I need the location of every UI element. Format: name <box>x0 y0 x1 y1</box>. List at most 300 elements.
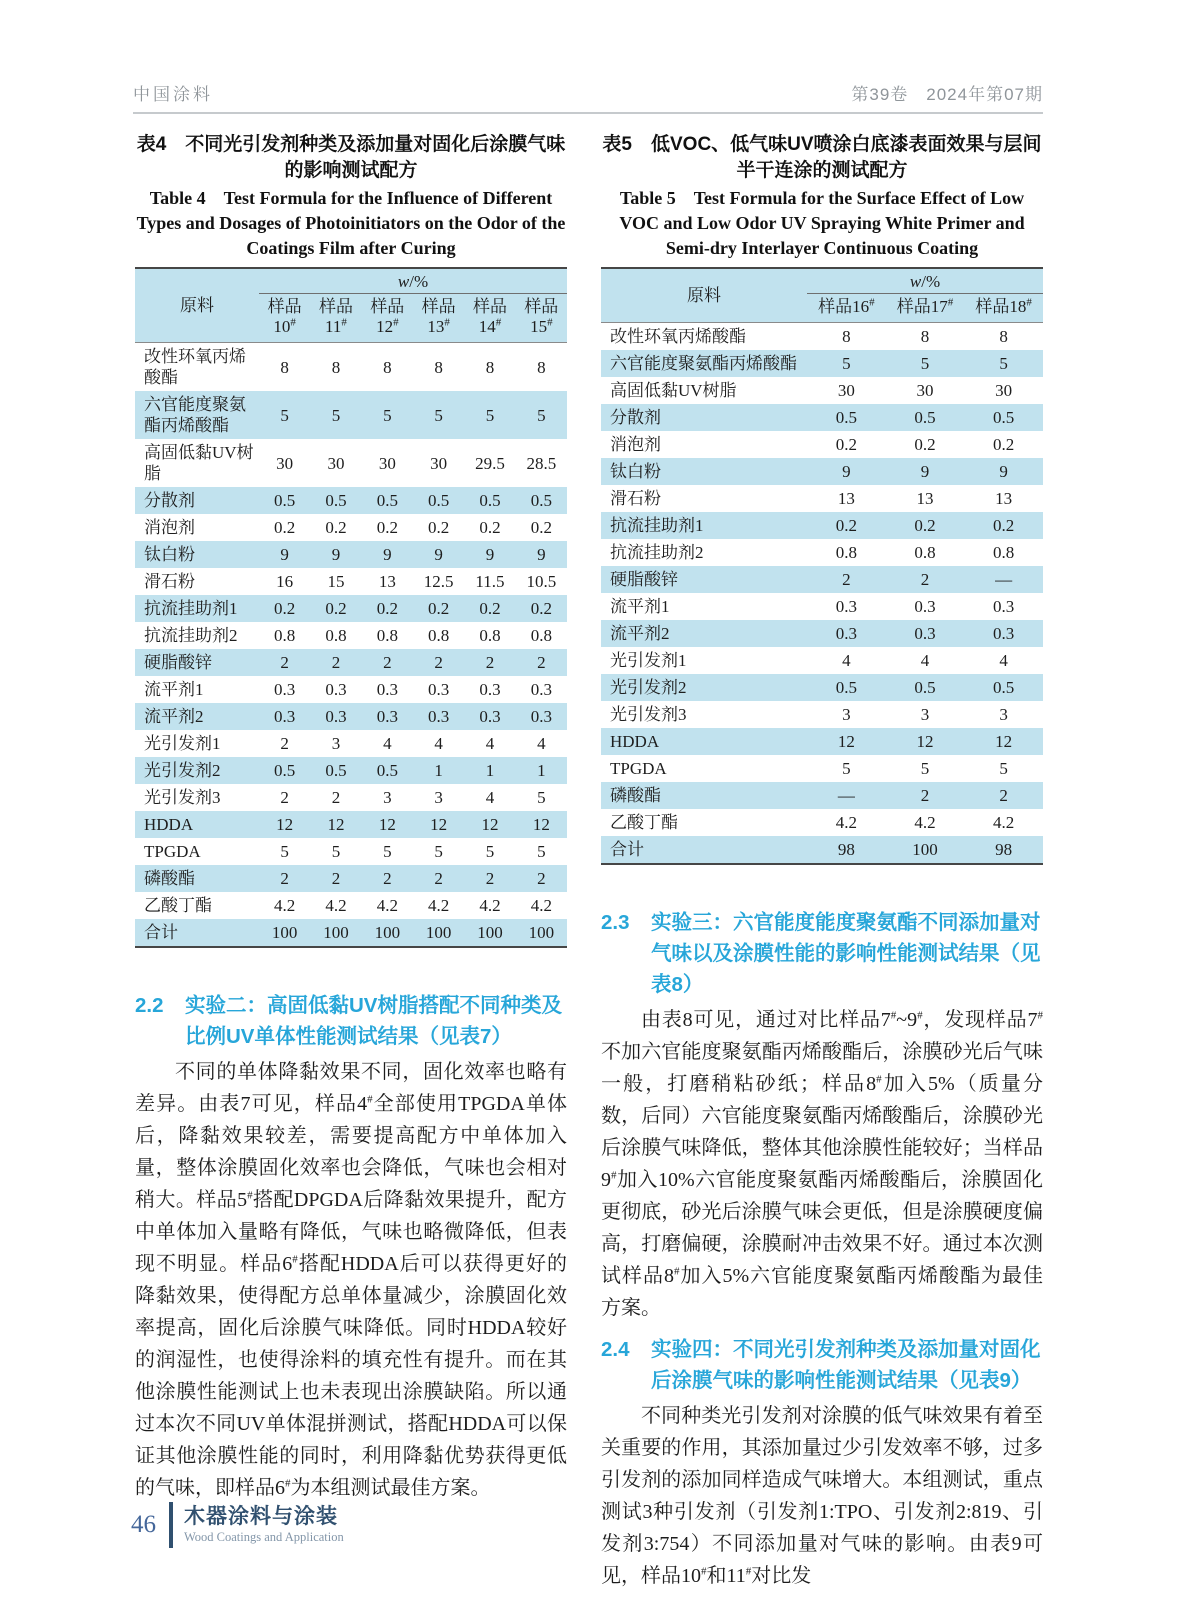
value-cell: 0.2 <box>274 518 296 537</box>
section-title: 实验三：六官能度能度聚氨酯不同添加量对气味以及涂膜性能的影响性能测试结果（见表8） <box>651 911 1041 996</box>
value-cell: 100 <box>310 919 361 947</box>
value-cell: 0.3 <box>428 680 450 699</box>
value-cell: 8 <box>842 327 851 346</box>
value-cell: 8 <box>331 357 341 377</box>
value-cell: 0.5 <box>362 757 413 784</box>
value-cell: 0.3 <box>325 680 347 699</box>
material-cell: 光引发剂3 <box>144 788 221 807</box>
material-cell: 合计 <box>135 919 259 947</box>
value-cell: 4.2 <box>274 896 296 915</box>
value-cell: 0.2 <box>413 595 464 622</box>
value-cell: 3 <box>999 705 1008 724</box>
value-cell: 4.2 <box>914 813 936 832</box>
table-row <box>135 757 567 784</box>
value-cell: 12 <box>886 728 965 755</box>
material-column-header: 原料 <box>135 268 259 343</box>
value-cell: 0.2 <box>464 595 515 622</box>
value-cell: 30 <box>916 381 934 400</box>
table-row <box>601 431 1043 458</box>
value-cell: 5 <box>331 842 341 861</box>
value-cell: 4 <box>920 651 930 670</box>
section-2-2-heading <box>135 990 567 1052</box>
value-cell: 0.3 <box>464 703 515 730</box>
value-cell: 30 <box>327 453 345 473</box>
table-row <box>135 541 567 568</box>
material-cell: 高固低黏UV树脂 <box>610 381 737 400</box>
value-cell: 5 <box>362 391 413 439</box>
value-cell: 5 <box>537 788 546 807</box>
value-cell: 3 <box>383 788 392 807</box>
value-cell: 5 <box>964 350 1043 377</box>
section-2-4-paragraph: 不同种类光引发剂对涂膜的低气味效果有着至关重要的作用，其添加量过少引发效率不够，过多引发剂的添加同样造成气味增大。本组测试，重点测试3种引发剂（引发剂1:TPO、引发剂2:819、引发剂3:754）不同添加量对气味的影响。由表9可见，样品10#和11#对比发 <box>601 1405 1043 1587</box>
material-cell: 乙酸丁酯 <box>610 813 678 832</box>
value-cell: 100 <box>259 919 310 947</box>
right-column <box>601 126 1043 1592</box>
value-cell: 8 <box>537 357 546 377</box>
value-cell: 0.5 <box>807 404 886 431</box>
material-cell: 光引发剂2 <box>135 757 259 784</box>
value-cell: 0.2 <box>835 435 857 454</box>
value-cell: 0.8 <box>914 543 936 562</box>
value-cell: 30 <box>995 381 1013 400</box>
value-cell: 0.2 <box>530 518 552 537</box>
value-cell: 11.5 <box>475 572 505 591</box>
value-cell: 0.5 <box>310 757 361 784</box>
material-cell: 抗流挂助剂2 <box>144 626 238 645</box>
table-row <box>135 568 567 595</box>
section-number: 2.4 <box>601 1338 630 1361</box>
value-cell: 9 <box>413 541 464 568</box>
value-cell: 9 <box>516 541 567 568</box>
value-cell: 12 <box>464 811 515 838</box>
value-cell: 4 <box>485 788 495 807</box>
footer-column-title <box>184 1505 344 1545</box>
table-row <box>135 343 567 392</box>
value-cell: 2 <box>259 865 310 892</box>
value-cell: 3 <box>920 705 930 724</box>
footer-divider-bar <box>169 1502 173 1548</box>
value-cell: 9 <box>310 541 361 568</box>
value-cell: 5 <box>280 842 289 861</box>
material-cell: 六官能度聚氨酯丙烯酸酯 <box>601 350 807 377</box>
value-cell: 0.5 <box>464 487 515 514</box>
table-row <box>135 892 567 919</box>
value-cell: 30 <box>378 453 396 473</box>
value-cell: 9 <box>362 541 413 568</box>
value-cell: 0.3 <box>914 597 936 616</box>
value-cell: 0.3 <box>259 703 310 730</box>
value-cell: 0.2 <box>325 518 347 537</box>
value-cell: 5 <box>259 391 310 439</box>
value-cell: 4 <box>999 651 1008 670</box>
material-cell: 光引发剂1 <box>610 651 687 670</box>
value-cell: 98 <box>964 836 1043 864</box>
value-cell: 2 <box>280 734 289 753</box>
value-cell: 5 <box>920 759 930 778</box>
value-cell: 8 <box>383 357 392 377</box>
material-cell: 光引发剂2 <box>601 674 807 701</box>
value-cell: 0.5 <box>259 757 310 784</box>
value-cell: 1 <box>516 757 567 784</box>
material-cell: TPGDA <box>144 842 201 861</box>
table-row <box>135 865 567 892</box>
table-row <box>135 919 567 947</box>
value-cell: 100 <box>886 836 965 864</box>
table-row <box>135 622 567 649</box>
table4-caption-en: Table 4 Test Formula for the Influence of Different Types and Dosages of Photoinitiators on the Odor of the Coatings Film after Curing <box>136 188 570 258</box>
value-cell: 8 <box>485 357 495 377</box>
value-cell: 15 <box>327 572 345 591</box>
section-2-2-paragraph: 不同的单体降黏效果不同，固化效率也略有差异。由表7可见，样品4#全部使用TPGDA单体后，降黏效果较差，需要提高配方中单体加入量，整体涂膜固化效率也会降低，气味也会相对稍大。样品5#搭配DPGDA后降黏效果提升，配方中单体加入量略有降低，气味也略微降低，但表现不明显。样品6#搭配HDDA后可以获得更好的降黏效果，使得配方总单体量减少，涂膜固化效率提高，固化后涂膜气味降低。同时HDDA较好的润湿性，也使得涂料的填充性有提升。而在其他涂膜性能测试上也未表现出涂膜缺陷。所以通过本次不同UV单体混拼测试，搭配HDDA可以保证其他涂膜性能的同时，利用降黏优势获得更低的气味，即样品6#为本组测试最佳方案。 <box>135 1061 568 1499</box>
material-column-header: 原料 <box>601 268 807 323</box>
table-row <box>601 620 1043 647</box>
material-cell: 光引发剂3 <box>610 705 687 724</box>
volume-issue: 第39卷 2024年第07期 <box>851 85 1043 104</box>
table-row <box>135 439 567 487</box>
value-cell: 2 <box>807 566 886 593</box>
table-row <box>135 595 567 622</box>
table-row <box>601 701 1043 728</box>
material-cell: 抗流挂助剂1 <box>135 595 259 622</box>
value-cell: 2 <box>362 649 413 676</box>
table-row <box>601 647 1043 674</box>
table-row <box>601 728 1043 755</box>
value-cell: 2 <box>280 788 289 807</box>
value-cell: 2 <box>464 649 515 676</box>
value-cell: 9 <box>464 541 515 568</box>
table-row <box>601 782 1043 809</box>
value-cell: 30 <box>430 453 448 473</box>
material-cell: 合计 <box>601 836 807 864</box>
value-cell: 1 <box>413 757 464 784</box>
sample-column-header: 样品 10# <box>259 294 310 343</box>
page-number: 46 <box>131 1511 156 1538</box>
table-row <box>135 514 567 541</box>
value-cell: 0.2 <box>807 512 886 539</box>
value-cell: 0.2 <box>886 512 965 539</box>
value-cell: 0.3 <box>886 620 965 647</box>
sample-column-header: 样品 11# <box>310 294 361 343</box>
value-cell: 12.5 <box>423 572 454 591</box>
section-2-3-heading <box>601 907 1043 1000</box>
value-cell: 0.5 <box>259 487 310 514</box>
table-row <box>135 487 567 514</box>
material-cell: HDDA <box>601 728 807 755</box>
unit-header: w/% <box>807 268 1043 294</box>
value-cell: 0.2 <box>964 512 1043 539</box>
value-cell: 8 <box>280 357 289 377</box>
value-cell: 0.8 <box>530 626 552 645</box>
value-cell: 12 <box>259 811 310 838</box>
value-cell: 2 <box>464 865 515 892</box>
value-cell: 2 <box>362 865 413 892</box>
value-cell: 0.5 <box>964 674 1043 701</box>
value-cell: 2 <box>259 649 310 676</box>
value-cell: 12 <box>413 811 464 838</box>
value-cell: 29.5 <box>475 453 505 473</box>
value-cell: — <box>964 566 1043 593</box>
value-cell: 0.8 <box>428 626 450 645</box>
two-column-body <box>135 126 1043 1592</box>
material-cell: 流平剂2 <box>601 620 807 647</box>
table-row <box>601 485 1043 512</box>
value-cell: 13 <box>995 489 1013 508</box>
table5-formula-table <box>601 267 1043 865</box>
value-cell: 8 <box>920 327 930 346</box>
value-cell: 4.2 <box>479 896 501 915</box>
table-row <box>601 539 1043 566</box>
value-cell: 4 <box>383 734 392 753</box>
value-cell: 0.2 <box>310 595 361 622</box>
value-cell: 5 <box>310 391 361 439</box>
material-cell: 钛白粉 <box>135 541 259 568</box>
material-cell: 六官能度聚氨酯丙烯酸酯 <box>135 391 259 439</box>
sample-column-header: 样品17# <box>886 294 965 323</box>
value-cell: 0.2 <box>479 518 501 537</box>
value-cell: 13 <box>916 489 934 508</box>
material-cell: 乙酸丁酯 <box>144 896 212 915</box>
table-row <box>601 323 1043 351</box>
value-cell: 100 <box>516 919 567 947</box>
value-cell: 12 <box>310 811 361 838</box>
value-cell: 0.3 <box>516 703 567 730</box>
table5-body <box>601 323 1043 865</box>
value-cell: 2 <box>413 649 464 676</box>
value-cell: 8 <box>434 357 443 377</box>
value-cell: 0.3 <box>835 597 857 616</box>
material-cell: 光引发剂1 <box>144 734 221 753</box>
value-cell: 2 <box>331 788 341 807</box>
table-row <box>135 676 567 703</box>
value-cell: 5 <box>464 391 515 439</box>
value-cell: 9 <box>807 458 886 485</box>
value-cell: 5 <box>383 842 392 861</box>
table-row <box>601 377 1043 404</box>
value-cell: 4.2 <box>428 896 450 915</box>
section-number: 2.3 <box>601 911 630 934</box>
value-cell: 0.3 <box>964 620 1043 647</box>
table-row <box>135 391 567 439</box>
table4-formula-table <box>135 267 567 948</box>
value-cell: 0.3 <box>413 703 464 730</box>
value-cell: 0.5 <box>413 487 464 514</box>
footer-title-zh: 木器涂料与涂装 <box>184 1505 338 1528</box>
value-cell: 9 <box>886 458 965 485</box>
table-row <box>135 730 567 757</box>
value-cell: 0.8 <box>479 626 501 645</box>
value-cell: 0.2 <box>428 518 450 537</box>
value-cell: 0.8 <box>274 626 296 645</box>
table-row <box>135 784 567 811</box>
value-cell: 0.3 <box>376 680 398 699</box>
value-cell: — <box>807 782 886 809</box>
material-cell: 磷酸酯 <box>601 782 807 809</box>
table-row <box>601 458 1043 485</box>
value-cell: 4.2 <box>376 896 398 915</box>
value-cell: 12 <box>362 811 413 838</box>
section-number: 2.2 <box>135 994 164 1017</box>
value-cell: 28.5 <box>526 453 557 473</box>
value-cell: 100 <box>464 919 515 947</box>
value-cell: 13 <box>837 489 855 508</box>
value-cell: 0.8 <box>835 543 857 562</box>
value-cell: 2 <box>310 865 361 892</box>
sample-column-header: 样品16# <box>807 294 886 323</box>
footer-title-en: Wood Coatings and Application <box>184 1530 344 1544</box>
value-cell: 0.3 <box>479 680 501 699</box>
table-row <box>601 755 1043 782</box>
value-cell: 5 <box>434 842 443 861</box>
material-cell: 分散剂 <box>135 487 259 514</box>
unit-header: w/% <box>259 268 567 294</box>
value-cell: 5 <box>413 391 464 439</box>
journal-name: 中国涂料 <box>133 85 213 104</box>
value-cell: 0.8 <box>325 626 347 645</box>
material-cell: 消泡剂 <box>144 518 195 537</box>
value-cell: 0.5 <box>886 404 965 431</box>
value-cell: 12 <box>807 728 886 755</box>
value-cell: 0.2 <box>362 595 413 622</box>
value-cell: 2 <box>516 865 567 892</box>
table-row <box>135 838 567 865</box>
table-header-row <box>601 268 1043 294</box>
value-cell: 4 <box>434 734 443 753</box>
value-cell: 0.3 <box>310 703 361 730</box>
table4-caption-zh: 表4 不同光引发剂种类及添加量对固化后涂膜气味的影响测试配方 <box>136 134 566 181</box>
sample-column-header: 样品 13# <box>413 294 464 343</box>
value-cell: 0.2 <box>259 595 310 622</box>
value-cell: 4 <box>842 651 851 670</box>
value-cell: 0.3 <box>993 597 1015 616</box>
value-cell: 0.5 <box>964 404 1043 431</box>
material-cell: 抗流挂助剂2 <box>610 543 704 562</box>
value-cell: 2 <box>886 782 965 809</box>
value-cell: 0.5 <box>807 674 886 701</box>
section-2-3-paragraph: 由表8可见，通过对比样品7#~9#，发现样品7#不加六官能度聚氨酯丙烯酸酯后，涂膜砂光后气味一般，打磨稍粘砂纸；样品8#加入5%（质量分数，后同）六官能度聚氨酯丙烯酸酯后，涂膜砂光后涂膜气味降低，整体其他涂膜性能较好；当样品9#加入10%六官能度聚氨酯丙烯酸酯后，涂膜固化更彻底，砂光后涂膜气味会更低，但是涂膜硬度偏高，打磨偏硬，涂膜耐冲击效果不好。通过本次测试样品8#加入5%六官能度聚氨酯丙烯酸酯为最佳方案。 <box>601 1009 1044 1319</box>
table-header-row <box>135 268 567 294</box>
value-cell: 2 <box>413 865 464 892</box>
value-cell: 5 <box>807 350 886 377</box>
sample-column-header: 样品 12# <box>362 294 413 343</box>
material-cell: 高固低黏UV树脂 <box>144 443 254 483</box>
value-cell: 8 <box>999 327 1008 346</box>
value-cell: 2 <box>516 649 567 676</box>
value-cell: 0.3 <box>362 703 413 730</box>
value-cell: 2 <box>964 782 1043 809</box>
material-cell: TPGDA <box>610 759 667 778</box>
material-cell: 硬脂酸锌 <box>135 649 259 676</box>
value-cell: 0.5 <box>362 487 413 514</box>
section-2-4-heading <box>601 1334 1043 1396</box>
page-header <box>133 80 1043 114</box>
material-cell: 改性环氧丙烯酸酯 <box>144 347 246 387</box>
value-cell: 100 <box>413 919 464 947</box>
value-cell: 4.2 <box>993 813 1015 832</box>
value-cell: 30 <box>276 453 294 473</box>
sample-column-header: 样品18# <box>964 294 1043 323</box>
material-cell: 流平剂1 <box>144 680 204 699</box>
table4-body <box>135 343 567 948</box>
left-column <box>135 126 570 1592</box>
value-cell: 10.5 <box>526 572 557 591</box>
material-cell: 改性环氧丙烯酸酯 <box>610 327 746 346</box>
value-cell: 9 <box>259 541 310 568</box>
value-cell: 16 <box>276 572 294 591</box>
value-cell: 12 <box>516 811 567 838</box>
value-cell: 4.2 <box>325 896 347 915</box>
value-cell: 0.5 <box>310 487 361 514</box>
table4-head <box>135 268 567 343</box>
value-cell: 0.2 <box>993 435 1015 454</box>
value-cell: 0.2 <box>914 435 936 454</box>
table-row <box>135 649 567 676</box>
table-row <box>135 811 567 838</box>
value-cell: 3 <box>434 788 443 807</box>
material-cell: HDDA <box>135 811 259 838</box>
table5-caption-en: Table 5 Test Formula for the Surface Effect of Low VOC and Low Odor UV Spraying White Primer and Semi-dry Interlayer Continuous Coating <box>619 188 1030 258</box>
value-cell: 13 <box>378 572 396 591</box>
value-cell: 0.8 <box>993 543 1015 562</box>
section-title: 实验二：高固低黏UV树脂搭配不同种类及比例UV单体性能测试结果（见表7） <box>185 994 562 1048</box>
value-cell: 2 <box>886 566 965 593</box>
material-cell: 磷酸酯 <box>135 865 259 892</box>
value-cell: 0.3 <box>530 680 552 699</box>
value-cell: 5 <box>485 842 495 861</box>
sample-column-header: 样品 14# <box>464 294 515 343</box>
material-cell: 流平剂2 <box>135 703 259 730</box>
material-cell: 消泡剂 <box>610 435 661 454</box>
value-cell: 0.2 <box>376 518 398 537</box>
table5-caption-zh: 表5 低VOC、低气味UV喷涂白底漆表面效果与层间半干连涂的测试配方 <box>602 134 1042 181</box>
material-cell: 流平剂1 <box>610 597 670 616</box>
table-row <box>601 836 1043 864</box>
material-cell: 抗流挂助剂1 <box>601 512 807 539</box>
table-row <box>135 703 567 730</box>
value-cell: 4 <box>537 734 546 753</box>
table-row <box>601 593 1043 620</box>
table-row <box>601 674 1043 701</box>
material-cell: 滑石粉 <box>610 489 661 508</box>
table5-head <box>601 268 1043 323</box>
table-row <box>601 566 1043 593</box>
value-cell: 9 <box>964 458 1043 485</box>
value-cell: 4 <box>485 734 495 753</box>
material-cell: 硬脂酸锌 <box>601 566 807 593</box>
value-cell: 5 <box>842 759 851 778</box>
table-row <box>601 404 1043 431</box>
section-title: 实验四：不同光引发剂种类及添加量对固化后涂膜气味的影响性能测试结果（见表9） <box>651 1338 1041 1392</box>
value-cell: 3 <box>331 734 341 753</box>
value-cell: 5 <box>516 391 567 439</box>
value-cell: 3 <box>842 705 851 724</box>
material-cell: 钛白粉 <box>601 458 807 485</box>
value-cell: 30 <box>837 381 855 400</box>
value-cell: 0.2 <box>516 595 567 622</box>
value-cell: 0.8 <box>376 626 398 645</box>
value-cell: 0.5 <box>516 487 567 514</box>
value-cell: 0.3 <box>274 680 296 699</box>
value-cell: 0.3 <box>807 620 886 647</box>
value-cell: 4.2 <box>530 896 552 915</box>
value-cell: 4.2 <box>835 813 857 832</box>
material-cell: 滑石粉 <box>144 572 195 591</box>
table-row <box>601 512 1043 539</box>
value-cell: 12 <box>964 728 1043 755</box>
value-cell: 1 <box>464 757 515 784</box>
value-cell: 100 <box>362 919 413 947</box>
value-cell: 5 <box>999 759 1008 778</box>
table-row <box>601 809 1043 836</box>
